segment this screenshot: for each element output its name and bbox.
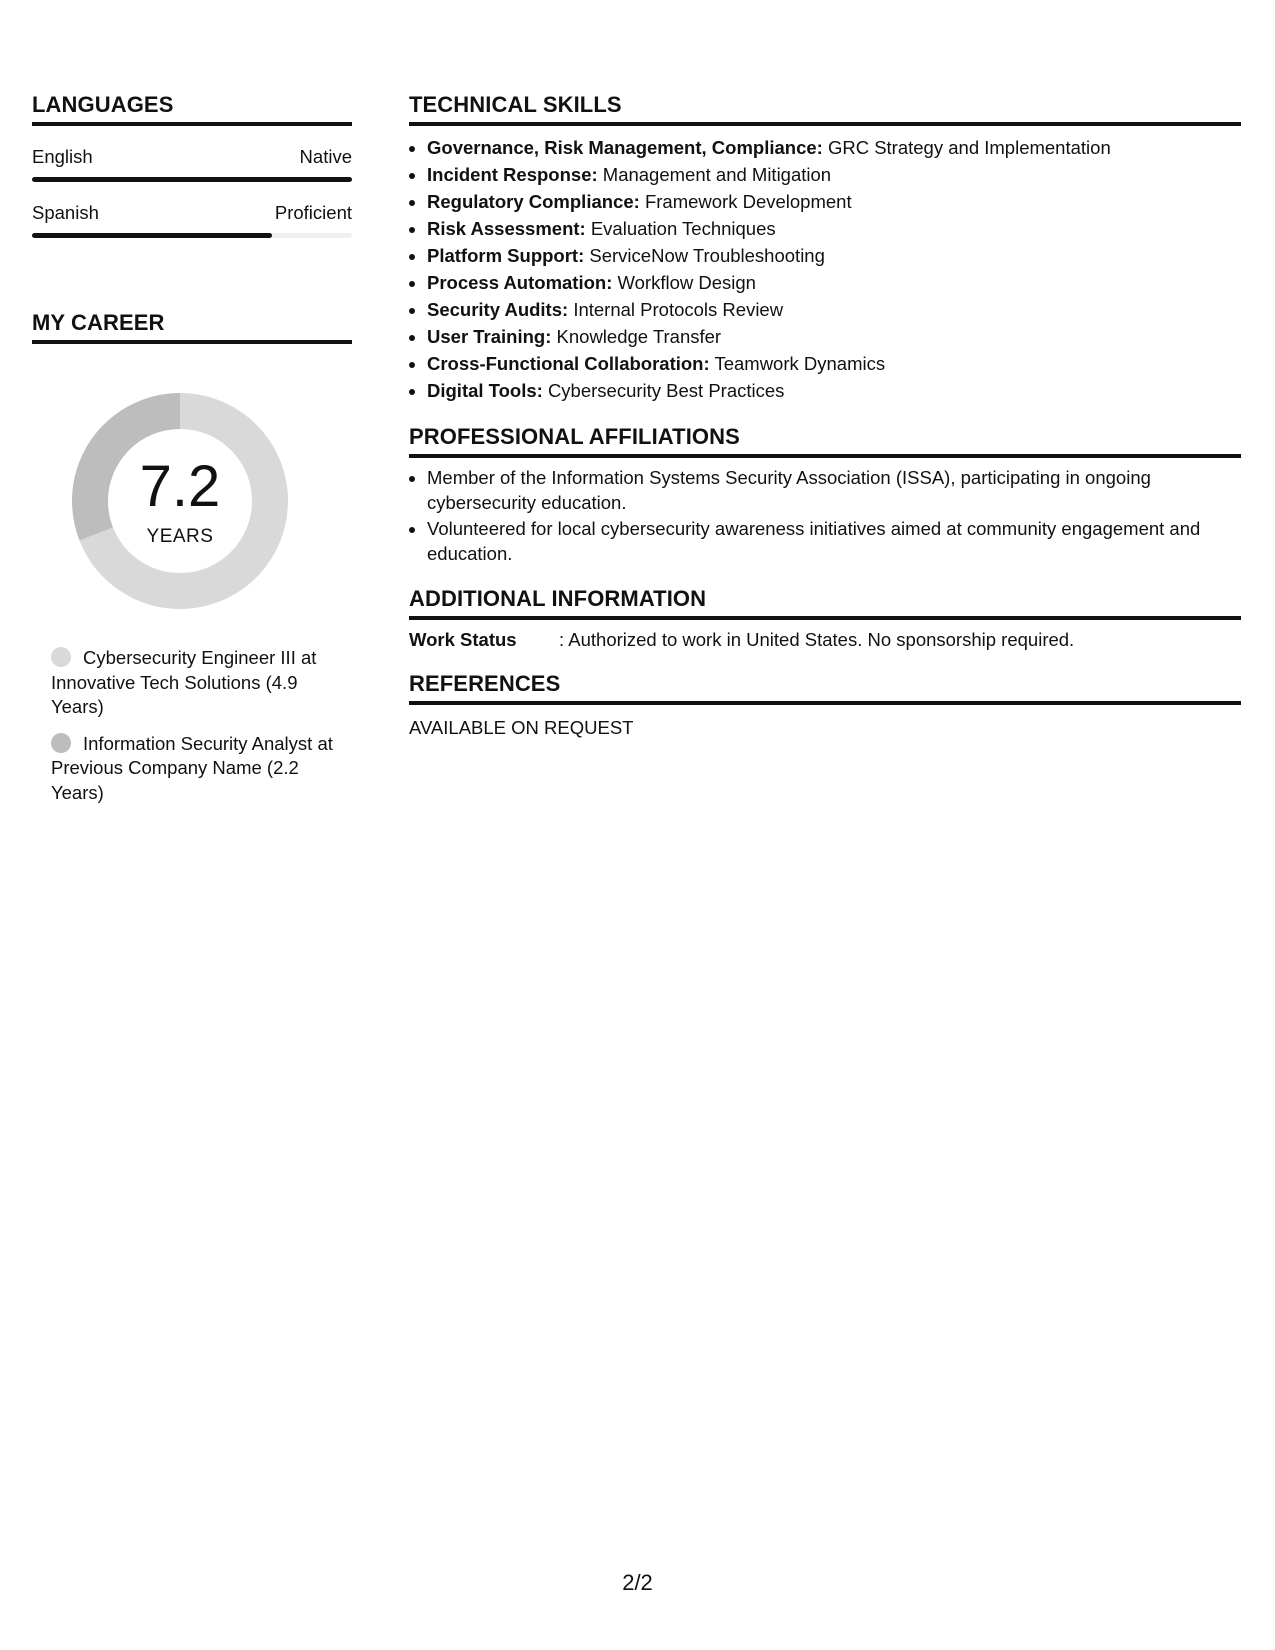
career-role-text: Cybersecurity Engineer III at Innovative Tech Solutions (4.9 Years) xyxy=(51,647,317,717)
total-years-value: 7.2 xyxy=(139,454,221,519)
work-status-value: : Authorized to work in United States. No sponsorship required. xyxy=(559,629,1075,650)
legend-dot-icon xyxy=(51,733,71,753)
skill-item: • Regulatory Compliance: Framework Development xyxy=(427,188,1241,215)
language-item-spanish xyxy=(32,202,352,238)
career-role-text: Information Security Analyst at Previous Company Name (2.2 Years) xyxy=(51,732,333,803)
skill-item: • Process Automation: Workflow Design xyxy=(427,269,1241,296)
career-heading: MY CAREER xyxy=(32,310,352,344)
affiliation-item: • Volunteered for local cybersecurity awareness initiatives aimed at community engagement and education. xyxy=(427,517,1241,566)
total-years-label: YEARS xyxy=(146,526,214,547)
affiliations-heading: PROFESSIONAL AFFILIATIONS xyxy=(409,424,1241,458)
affiliations-list xyxy=(409,466,1241,566)
additional-info-heading: ADDITIONAL INFORMATION xyxy=(409,586,1241,620)
right-column xyxy=(409,92,1241,739)
skill-item: • Incident Response: Management and Mitigation xyxy=(427,161,1241,188)
left-column xyxy=(32,92,352,817)
language-proficiency-fill xyxy=(32,177,352,182)
language-proficiency-fill xyxy=(32,233,272,238)
language-name: English xyxy=(32,146,93,167)
career-role-item xyxy=(51,732,341,806)
language-name: Spanish xyxy=(32,202,99,223)
skill-item: • User Training: Knowledge Transfer xyxy=(427,323,1241,350)
language-level: Native xyxy=(299,146,352,167)
technical-skills-heading: TECHNICAL SKILLS xyxy=(409,92,1241,126)
career-legend xyxy=(51,646,341,805)
skill-item: • Security Audits: Internal Protocols Review xyxy=(427,296,1241,323)
skills-list xyxy=(409,134,1241,404)
work-status-row xyxy=(409,629,1241,651)
skill-item: • Digital Tools: Cybersecurity Best Practices xyxy=(427,377,1241,404)
references-text: AVAILABLE ON REQUEST xyxy=(409,717,634,738)
career-section xyxy=(32,310,352,805)
language-proficiency-bar xyxy=(32,177,352,182)
page-number: 2/2 xyxy=(622,1570,653,1595)
skill-item: • Risk Assessment: Evaluation Techniques xyxy=(427,215,1241,242)
skill-item: • Governance, Risk Management, Compliance: GRC Strategy and Implementation xyxy=(427,134,1241,161)
skill-item: • Platform Support: ServiceNow Troubleshooting xyxy=(427,242,1241,269)
career-role-item xyxy=(51,646,341,720)
affiliation-item: • Member of the Information Systems Security Association (ISSA), participating in ongoing cybersecurity education. xyxy=(427,466,1241,515)
work-status-label: Work Status xyxy=(409,629,517,650)
language-level: Proficient xyxy=(274,202,352,223)
legend-dot-icon xyxy=(51,647,71,667)
references-heading: REFERENCES xyxy=(409,671,1241,705)
language-item-english xyxy=(32,146,352,182)
language-proficiency-bar xyxy=(32,233,352,238)
languages-heading: LANGUAGES xyxy=(32,92,352,126)
career-donut-chart xyxy=(65,386,295,616)
skill-item: • Cross-Functional Collaboration: Teamwork Dynamics xyxy=(427,350,1241,377)
